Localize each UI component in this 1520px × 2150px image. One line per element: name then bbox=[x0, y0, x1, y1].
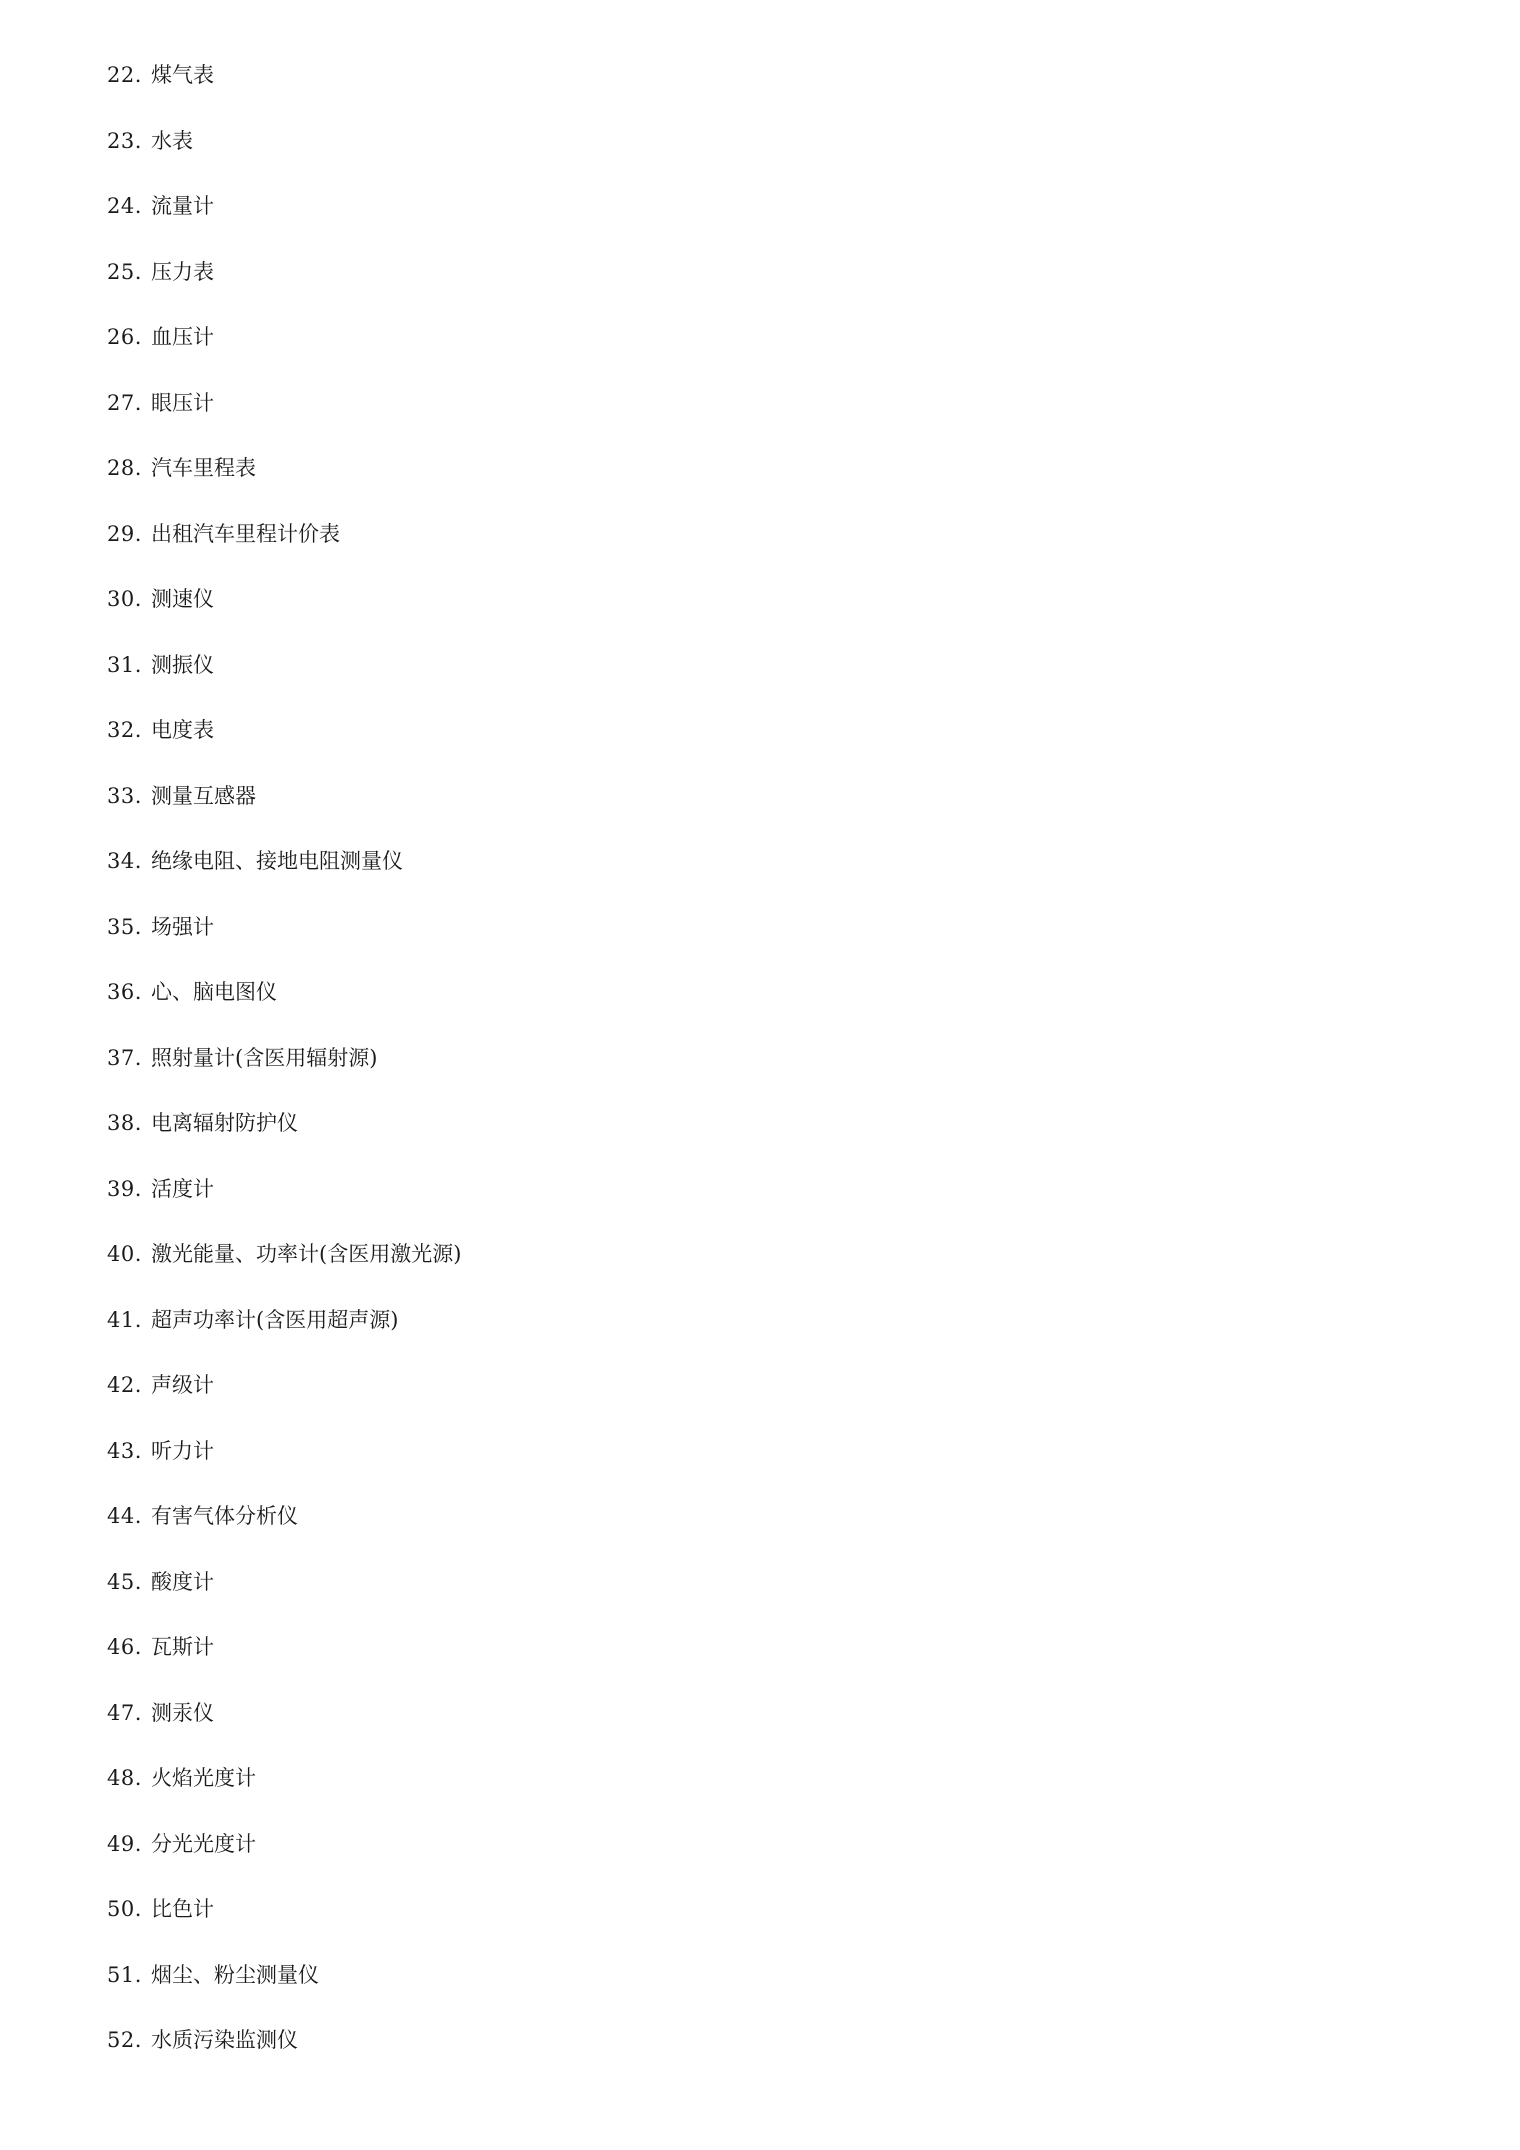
item-label: 活度计 bbox=[151, 1176, 214, 1201]
list-item bbox=[107, 254, 1407, 320]
item-number: 46. bbox=[107, 1635, 142, 1659]
list-item bbox=[107, 385, 1407, 451]
item-label: 出租汽车里程计价表 bbox=[151, 521, 340, 546]
list-item bbox=[107, 1760, 1407, 1826]
list-item bbox=[107, 319, 1407, 385]
item-number: 24. bbox=[107, 194, 142, 218]
item-number: 39. bbox=[107, 1176, 142, 1201]
item-label: 比色计 bbox=[151, 1897, 214, 1921]
item-number: 49. bbox=[107, 1831, 142, 1856]
item-number: 52. bbox=[107, 2028, 142, 2052]
item-label: 声级计 bbox=[151, 1373, 214, 1397]
list-item bbox=[107, 1826, 1407, 1892]
list-item bbox=[107, 1891, 1407, 1957]
item-number: 32. bbox=[107, 718, 142, 742]
list-item bbox=[107, 1171, 1407, 1237]
item-number: 31. bbox=[107, 652, 142, 677]
list-item bbox=[107, 188, 1407, 254]
item-number: 47. bbox=[107, 1700, 142, 1725]
list-item bbox=[107, 843, 1407, 909]
item-label: 烟尘、粉尘测量仪 bbox=[151, 1962, 319, 1987]
item-label: 水表 bbox=[151, 128, 193, 153]
item-label: 电离辐射防护仪 bbox=[151, 1111, 298, 1135]
item-number: 37. bbox=[107, 1045, 142, 1070]
list-item bbox=[107, 1302, 1407, 1368]
item-label: 场强计 bbox=[151, 914, 214, 939]
item-number: 48. bbox=[107, 1766, 142, 1790]
item-label: 测振仪 bbox=[151, 652, 214, 677]
list-item bbox=[107, 1040, 1407, 1106]
item-label: 瓦斯计 bbox=[151, 1635, 214, 1659]
item-label: 听力计 bbox=[151, 1438, 214, 1463]
list-item bbox=[107, 1695, 1407, 1761]
item-label: 血压计 bbox=[151, 325, 214, 349]
list-item bbox=[107, 1433, 1407, 1499]
item-number: 29. bbox=[107, 521, 142, 546]
list-item bbox=[107, 647, 1407, 713]
list-item bbox=[107, 1367, 1407, 1433]
item-number: 34. bbox=[107, 849, 142, 873]
item-label: 超声功率计(含医用超声源) bbox=[151, 1307, 399, 1332]
item-number: 23. bbox=[107, 128, 142, 153]
item-label: 汽车里程表 bbox=[151, 456, 256, 480]
item-number: 38. bbox=[107, 1111, 142, 1135]
item-label: 分光光度计 bbox=[151, 1831, 256, 1856]
item-label: 酸度计 bbox=[151, 1569, 214, 1594]
list-item bbox=[107, 1236, 1407, 1302]
item-label: 压力表 bbox=[151, 259, 214, 284]
item-number: 44. bbox=[107, 1504, 142, 1528]
item-number: 35. bbox=[107, 914, 142, 939]
item-label: 电度表 bbox=[151, 718, 214, 742]
item-label: 流量计 bbox=[151, 194, 214, 218]
list-item bbox=[107, 1629, 1407, 1695]
list-item bbox=[107, 581, 1407, 647]
list-item bbox=[107, 450, 1407, 516]
item-label: 有害气体分析仪 bbox=[151, 1504, 298, 1528]
item-number: 45. bbox=[107, 1569, 142, 1594]
list-item bbox=[107, 909, 1407, 975]
item-number: 22. bbox=[107, 63, 142, 87]
item-label: 水质污染监测仪 bbox=[151, 2028, 298, 2052]
list-item bbox=[107, 974, 1407, 1040]
item-label: 测速仪 bbox=[151, 587, 214, 611]
list-item bbox=[107, 1105, 1407, 1171]
list-item bbox=[107, 1498, 1407, 1564]
item-label: 眼压计 bbox=[151, 390, 214, 415]
item-number: 33. bbox=[107, 783, 142, 808]
item-number: 50. bbox=[107, 1897, 142, 1921]
item-label: 测量互感器 bbox=[151, 783, 256, 808]
item-label: 测汞仪 bbox=[151, 1700, 214, 1725]
item-number: 51. bbox=[107, 1962, 142, 1987]
item-label: 激光能量、功率计(含医用激光源) bbox=[151, 1242, 462, 1266]
item-number: 30. bbox=[107, 587, 142, 611]
item-number: 40. bbox=[107, 1242, 142, 1266]
item-label: 照射量计(含医用辐射源) bbox=[151, 1045, 378, 1070]
item-number: 26. bbox=[107, 325, 142, 349]
item-number: 41. bbox=[107, 1307, 142, 1332]
item-label: 心、脑电图仪 bbox=[151, 980, 277, 1004]
list-item bbox=[107, 2022, 1407, 2088]
list-item bbox=[107, 712, 1407, 778]
item-number: 43. bbox=[107, 1438, 142, 1463]
list-item bbox=[107, 516, 1407, 582]
item-number: 42. bbox=[107, 1373, 142, 1397]
item-number: 28. bbox=[107, 456, 142, 480]
instrument-list bbox=[107, 57, 1407, 2088]
item-label: 火焰光度计 bbox=[151, 1766, 256, 1790]
list-item bbox=[107, 1957, 1407, 2023]
list-item bbox=[107, 123, 1407, 189]
item-label: 煤气表 bbox=[151, 63, 214, 87]
list-item bbox=[107, 1564, 1407, 1630]
item-number: 25. bbox=[107, 259, 142, 284]
item-label: 绝缘电阻、接地电阻测量仪 bbox=[151, 849, 403, 873]
list-item bbox=[107, 57, 1407, 123]
item-number: 36. bbox=[107, 980, 142, 1004]
list-item bbox=[107, 778, 1407, 844]
item-number: 27. bbox=[107, 390, 142, 415]
